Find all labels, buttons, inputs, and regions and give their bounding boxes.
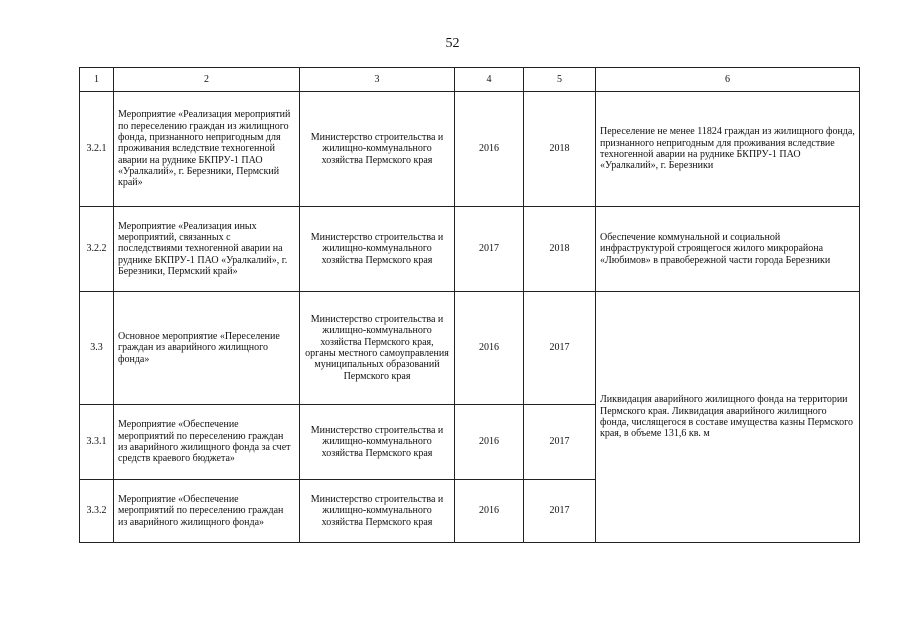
executor: Министерство строительства и жилищно-коммунального хозяйства Пермского края, органы местного самоуправления муниципальных образований Пермского края <box>300 292 455 405</box>
expected-result: Ликвидация аварийного жилищного фонда на территории Пермского края. Ликвидация аварийного жилищного фонда, числящегося в составе имущества казны Пермского края, в объеме 131,6 кв. м <box>596 292 860 543</box>
column-header: 4 <box>455 68 524 92</box>
activity-name: Мероприятие «Реализация иных мероприятий, связанных с последствиями техногенной аварии на руднике БКПРУ-1 ПАО «Уралкалий», г. Березники, Пермский край» <box>114 207 300 292</box>
executor: Министерство строительства и жилищно-коммунального хозяйства Пермского края <box>300 480 455 543</box>
end-year: 2018 <box>524 92 596 207</box>
start-year: 2017 <box>455 207 524 292</box>
row-number: 3.3 <box>80 292 114 405</box>
expected-result: Переселение не менее 11824 граждан из жилищного фонда, признанного непригодным для проживания вследствие техногенной аварии на руднике БКПРУ-1 ПАО «Уралкалий», г. Березники <box>596 92 860 207</box>
activity-name: Основное мероприятие «Переселение граждан из аварийного жилищного фонда» <box>114 292 300 405</box>
row-number: 3.3.1 <box>80 405 114 480</box>
end-year: 2017 <box>524 480 596 543</box>
activity-name: Мероприятие «Обеспечение мероприятий по переселению граждан из аварийного жилищного фонда за счет средств краевого бюджета» <box>114 405 300 480</box>
start-year: 2016 <box>455 480 524 543</box>
column-header: 1 <box>80 68 114 92</box>
table-header-row <box>80 68 860 92</box>
column-header: 2 <box>114 68 300 92</box>
column-header: 5 <box>524 68 596 92</box>
end-year: 2017 <box>524 405 596 480</box>
expected-result: Обеспечение коммунальной и социальной инфраструктурой строящегося жилого микрорайона «Любимов» в правобережной части города Березники <box>596 207 860 292</box>
activity-name: Мероприятие «Реализация мероприятий по переселению граждан из жилищного фонда, признанного непригодным для проживания вследствие техногенной аварии на руднике БКПРУ-1 ПАО «Уралкалий», г. Березники, Пермский край» <box>114 92 300 207</box>
table-row <box>80 207 860 292</box>
executor: Министерство строительства и жилищно-коммунального хозяйства Пермского края <box>300 92 455 207</box>
column-header: 6 <box>596 68 860 92</box>
end-year: 2018 <box>524 207 596 292</box>
row-number: 3.3.2 <box>80 480 114 543</box>
start-year: 2016 <box>455 92 524 207</box>
executor: Министерство строительства и жилищно-коммунального хозяйства Пермского края <box>300 207 455 292</box>
end-year: 2017 <box>524 292 596 405</box>
program-table <box>79 67 860 543</box>
table-row <box>80 92 860 207</box>
row-number: 3.2.1 <box>80 92 114 207</box>
start-year: 2016 <box>455 292 524 405</box>
activity-name: Мероприятие «Обеспечение мероприятий по переселению граждан из аварийного жилищного фонда» <box>114 480 300 543</box>
column-header: 3 <box>300 68 455 92</box>
row-number: 3.2.2 <box>80 207 114 292</box>
executor: Министерство строительства и жилищно-коммунального хозяйства Пермского края <box>300 405 455 480</box>
page-number: 52 <box>445 36 460 51</box>
table-row <box>80 292 860 405</box>
start-year: 2016 <box>455 405 524 480</box>
